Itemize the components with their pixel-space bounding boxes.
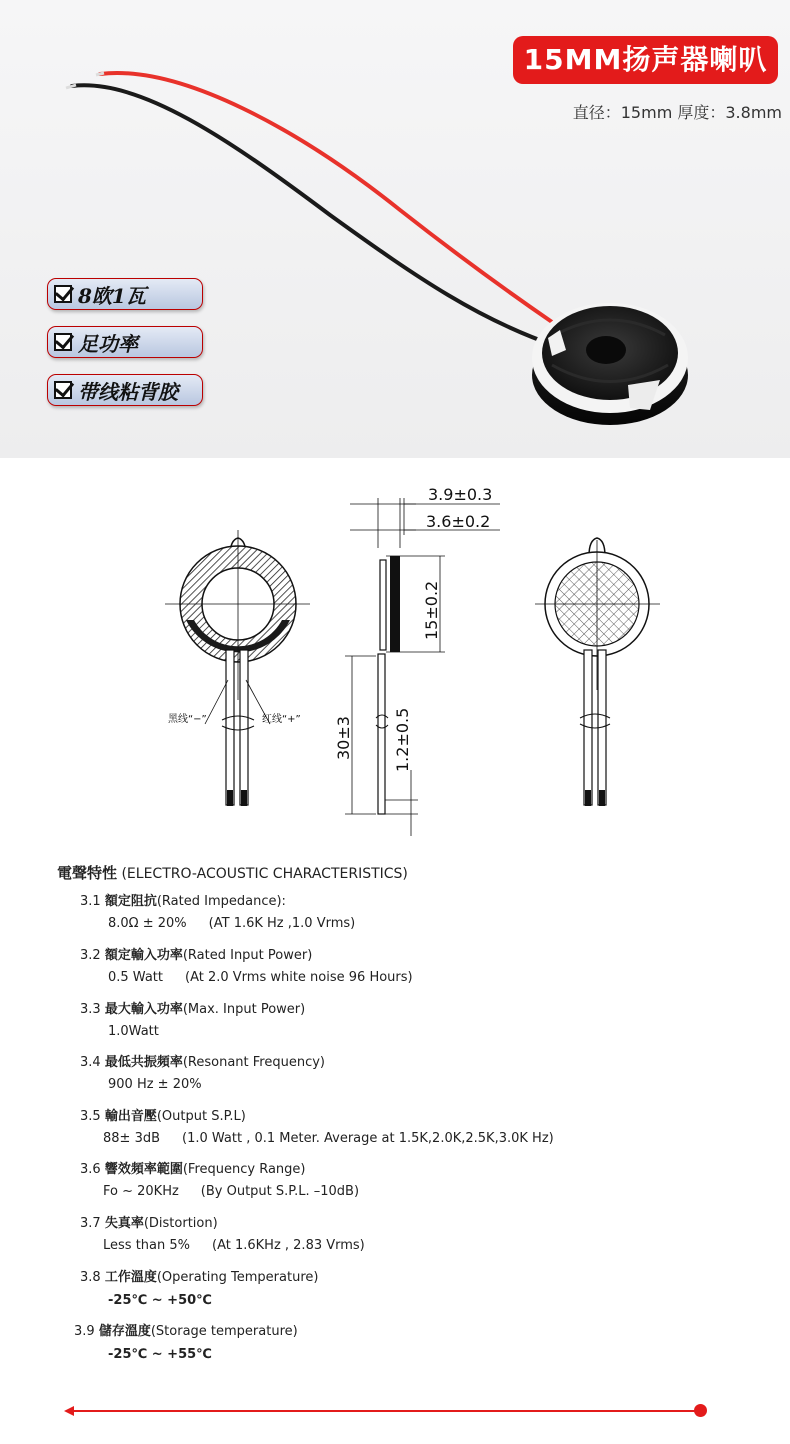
dim-wire-diameter: 1.2±0.5 <box>393 707 412 772</box>
spec-row-value: -25℃ ~ +50℃ <box>108 1293 212 1308</box>
spec-row-value: 900 Hz ± 20% <box>108 1077 202 1092</box>
red-wire-label: 红线“+” <box>262 714 301 725</box>
technical-drawing <box>0 470 790 850</box>
feature-badge-impedance <box>47 278 203 310</box>
checkbox-icon <box>54 333 72 351</box>
checkbox-icon <box>54 285 72 303</box>
feature-label: 足功率 <box>78 331 138 356</box>
dim-diameter: 15±0.2 <box>422 580 441 640</box>
spec-row-title: 3.5 輸出音壓(Output S.P.L) <box>80 1109 246 1124</box>
spec-row-title: 3.4 最低共振頻率(Resonant Frequency) <box>80 1055 325 1070</box>
dot-icon <box>694 1404 707 1417</box>
product-title-badge <box>513 36 778 84</box>
spec-row-value: Fo ~ 20KHz (By Output S.P.L. –10dB) <box>103 1184 360 1199</box>
divider-line <box>68 1410 702 1412</box>
side-view <box>334 485 500 836</box>
product-dimensions: 直径：15mm 厚度：3.8mm <box>572 103 782 122</box>
spec-row-title: 3.6 響效頻率範圍(Frequency Range) <box>80 1162 306 1177</box>
spec-row-value: 88± 3dB (1.0 Watt , 0.1 Meter. Average at 1.5K,2.0K,2.5K,3.0K Hz) <box>103 1131 554 1146</box>
black-wire-label: 黑线“−” <box>168 714 207 725</box>
spec-row-title: 3.7 失真率(Distortion) <box>80 1216 218 1231</box>
dim-thickness-total: 3.9±0.3 <box>428 485 493 504</box>
feature-badge-adhesive <box>47 374 203 406</box>
spec-row-title: 3.1 額定阻抗(Rated Impedance): <box>80 894 286 909</box>
product-title: 15MM扬声器喇叭 <box>523 43 768 76</box>
spec-row-title: 3.3 最大輸入功率(Max. Input Power) <box>80 1002 306 1017</box>
spec-row-value: 1.0Watt <box>108 1024 159 1039</box>
spec-row-title: 3.2 額定輸入功率(Rated Input Power) <box>80 948 313 963</box>
spec-row-value: Less than 5% (At 1.6KHz , 2.83 Vrms) <box>103 1238 365 1253</box>
specs-heading-zh: 電聲特性 <box>57 864 118 882</box>
spec-row-value: 8.0Ω ± 20% (AT 1.6K Hz ,1.0 Vrms) <box>108 916 356 931</box>
specs-heading <box>57 862 408 883</box>
feature-badge-power <box>47 326 203 358</box>
dim-wire-length: 30±3 <box>334 716 353 760</box>
product-hero <box>0 0 790 458</box>
spec-row-value: 0.5 Watt (At 2.0 Vrms white noise 96 Hours) <box>108 970 413 985</box>
back-view <box>535 538 660 806</box>
feature-label: 带线粘背胶 <box>78 379 178 404</box>
spec-row-value: -25℃ ~ +55℃ <box>108 1347 212 1362</box>
checkbox-icon <box>54 381 72 399</box>
spec-row-title: 3.8 工作溫度(Operating Temperature) <box>80 1270 319 1285</box>
front-view <box>165 530 310 806</box>
specs-heading-en: (ELECTRO-ACOUSTIC CHARACTERISTICS) <box>121 866 408 882</box>
feature-label: 8欧1瓦 <box>78 283 146 308</box>
spec-row-title: 3.9 儲存溫度(Storage temperature) <box>74 1324 298 1339</box>
dim-thickness-body: 3.6±0.2 <box>426 512 491 531</box>
